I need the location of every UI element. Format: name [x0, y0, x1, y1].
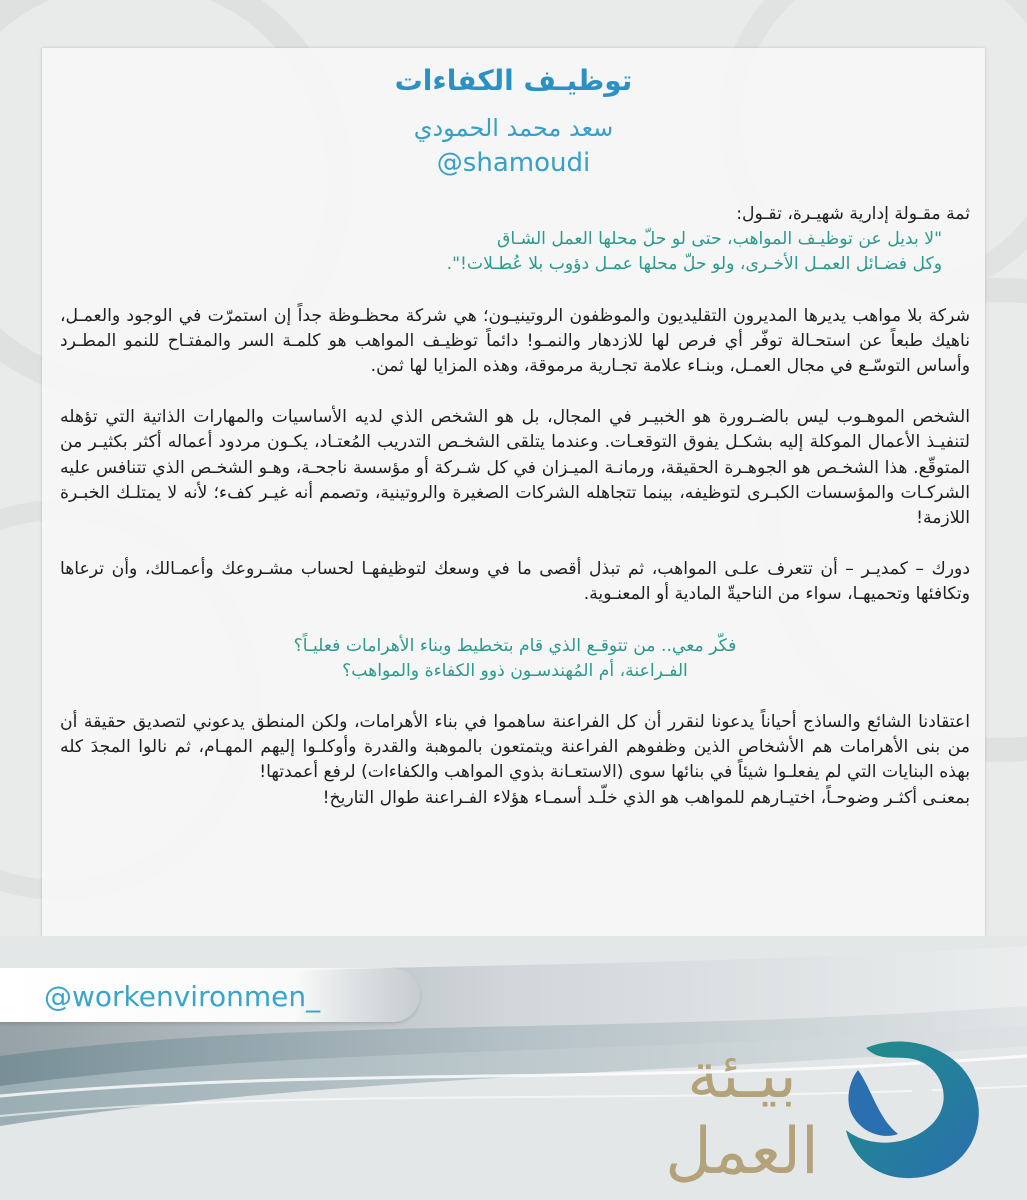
logo-text-line-1: بيـئة: [687, 1039, 797, 1113]
intro-line: ثمة مقـولة إدارية شهيـرة، تقـول:: [736, 204, 970, 224]
logo-text-line-2: العمل: [665, 1115, 819, 1189]
logo-text: [662, 1038, 822, 1190]
quote-line-1: "لا بديل عن توظيـف المواهب، حتى لو حلّ محلها العمل الشـاق: [497, 229, 942, 250]
footer-handle-pill: [0, 968, 420, 1022]
article-body: [60, 202, 970, 811]
author-handle: @shamoudi: [436, 148, 591, 178]
question-line-1: فكّر معي.. من تتوقـع الذي قام بتخطيط وبناء الأهرامات فعليـاً؟: [293, 635, 737, 656]
paragraph-1: شركة بلا مواهب يديرها المديرون التقليديون والموظفون الروتينيـون؛ هي شركة محظـوظة جداً إن استمرّت في الوجود والعمـل، ناهيك طبعاً عن استحـالة توفّر أي فرص لها للازدهار والنمـو! دائماً توظيـف المواهب هو كلمـة السر والمفتـاح للنمو المطـرد وأساس التوسّـع في مجال العمـل، وبنـاء علامة تجـارية مرموقة، وهذه المزايا لها ثمن.: [60, 305, 970, 377]
article-title: توظيـف الكفاءات: [394, 64, 633, 97]
paragraph-5: بمعنـى أكثـر وضوحـاً، اختيـارهم للمواهب هو الذي خلّـد أسمـاء هؤلاء الفـراعنة طوال التاريخ!: [322, 787, 970, 808]
logo-icon: [838, 1030, 986, 1180]
footer-handle-text[interactable]: @workenvironmen_: [44, 980, 321, 1013]
paragraph-4: اعتقادنا الشائع والساذج أحياناً يدعونا لنقرر أن كل الفراعنة ساهموا في بناء الأهرامات، ولكن المنطق يدعوني لتصديق حقيقة أن من بنى الأهرامات هم الأشخاص الذين وظفوهم الفراعنة ويتمتعون بالموهبة والقدرة وأوكلـوا إليهم المهـام، ثم نالوا المجدَ كله بهذه البنايات التي لم يفعلـوا شيئاً في بنائها سوى (الاستعـانة بذوي المواهب والكفاءات) لرفع أعمدتها!: [60, 712, 970, 783]
paragraph-3: دورك – كمديـر – أن تتعرف علـى المواهب، ثم تبذل أقصى ما في وسعك لتوظيفهـا لحساب مشـروعك وأعمـالك، وأن ترعاها وتكافئها وتحميهـا، سواء من الناحيةّ المادية أو المعنـوية.: [60, 559, 970, 605]
quote-line-2: وكل فضـائل العمـل الأخـرى، ولو حلّ محلها عمـل دؤوب بلا عُطـلات!".: [446, 254, 942, 275]
author-name: سعد محمد الحمودي: [413, 114, 614, 142]
paragraph-2: الشخص الموهـوب ليس بالضـرورة هو الخبيـر في المجال، بل هو الشخص الذي لديه الأساسيات والمهارات الذاتية التي تؤهله لتنفيـذ الأعمال الموكلة إليه بشكـل يفوق التوقعـات. وعندما يتلقى الشخـص التدريب المُعتـاد، يكـون مردود أعماله أكثر بكثيـر من المتوقّع. هذا الشخـص هو الجوهـرة الحقيقة، ورمانـة الميـزان في كل شـركة أو مؤسسة ناجحـة، وهـو الشخـص الذي تتنافس عليه الشركـات والمؤسسات الكبـرى لتوظيفه، بينما تتجاهله الشركات الصغيرة والروتينية، وتصمم أنه غيـر كفء؛ لأنه لا يمتلـك الخبـرة اللازمة!: [60, 407, 970, 529]
question-line-2: الفـراعنة، أم المُهندسـون ذوو الكفاءة والمواهب؟: [342, 660, 688, 681]
